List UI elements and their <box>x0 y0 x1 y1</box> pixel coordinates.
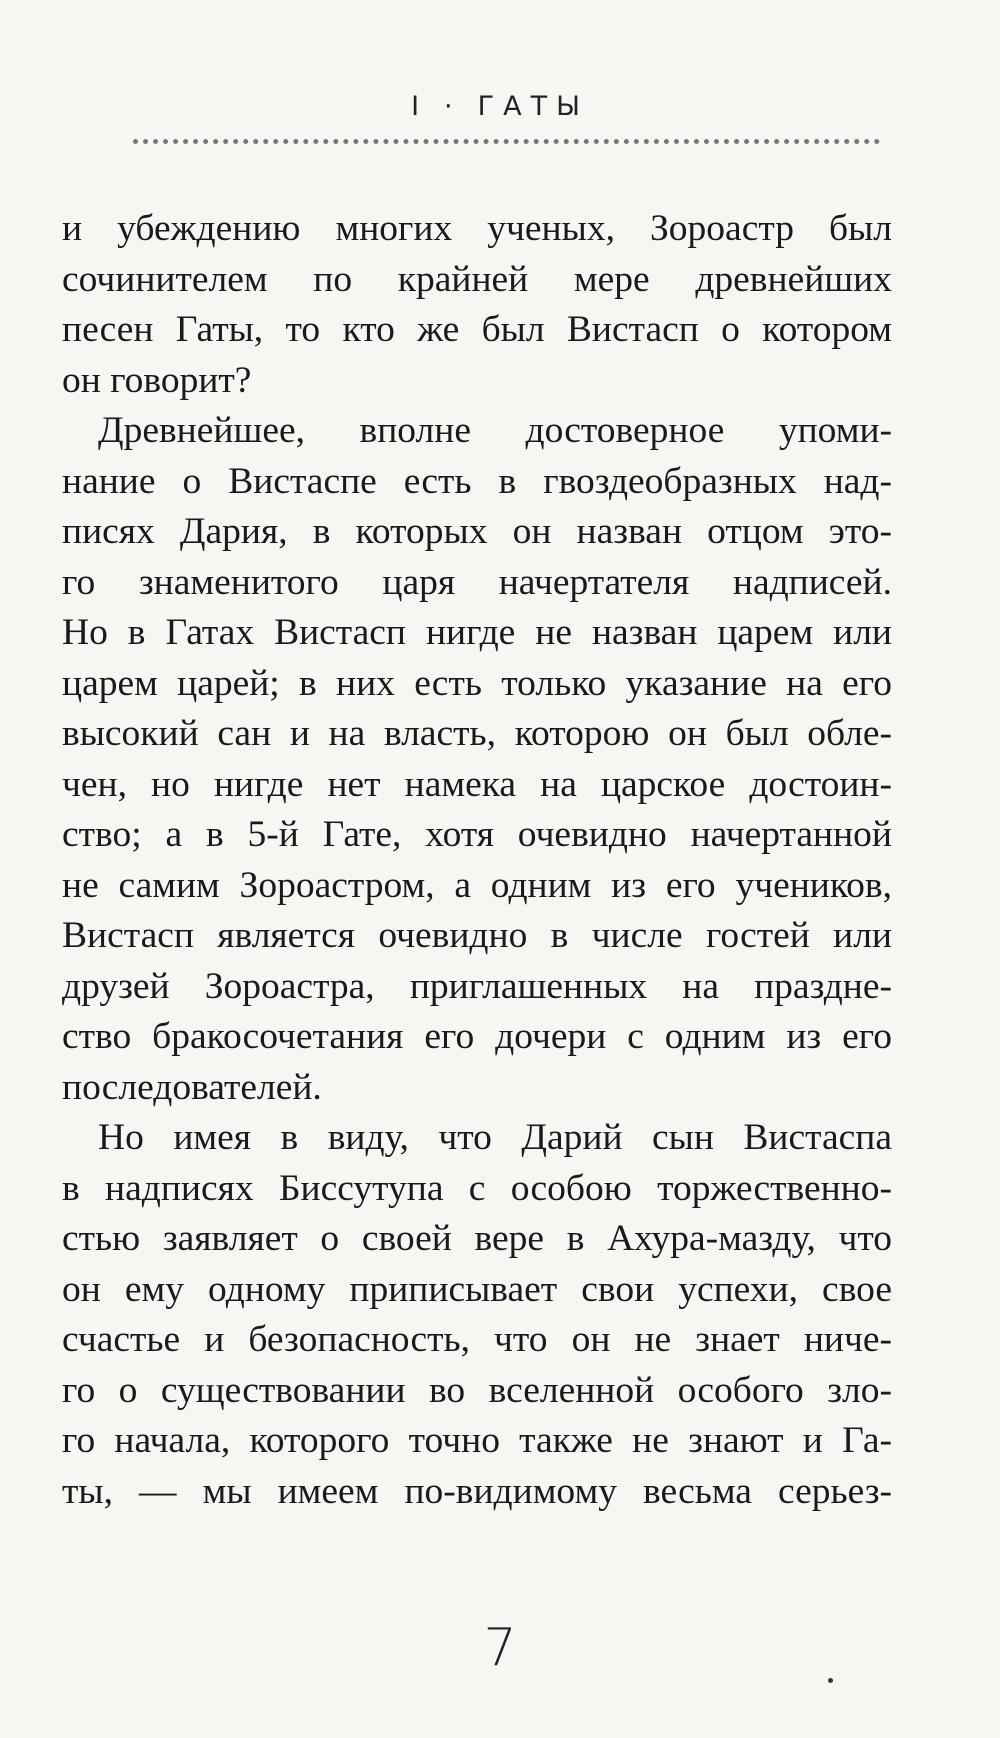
text-line: Но имея в виду, что Дарий сын Вистаспа <box>98 1117 892 1158</box>
text-line: он говорит? <box>62 359 252 401</box>
section-number: I <box>411 91 429 122</box>
text-line: и убеждению многих ученых, Зороастр был <box>62 208 892 249</box>
text-line: Древнейшее, вполне достоверное упоми- <box>98 410 892 451</box>
dotted-rule <box>133 139 880 144</box>
text-line: он ему одному приписывает свои успехи, свое <box>62 1268 892 1310</box>
text-line: царем царей; в них есть только указание на его <box>62 662 892 704</box>
body-text <box>62 204 892 1517</box>
text-line: друзей Зороастра, приглашенных на праздне- <box>62 965 892 1007</box>
text-line: го знаменитого царя начертателя надписей. <box>62 561 892 603</box>
text-line: нание о Вистаспе есть в гвоздеобразных над- <box>62 460 892 502</box>
text-line: го начала, которого точно также не знают и Га- <box>62 1420 892 1461</box>
text-line: высокий сан и на власть, которою он был обле- <box>62 713 892 754</box>
print-speck <box>828 1678 833 1683</box>
text-line: песен Гаты, то кто же был Вистасп о котором <box>62 309 892 350</box>
header-separator: · <box>444 91 462 122</box>
text-line: ство; а в 5-й Гате, хотя очевидно начертанной <box>62 814 892 855</box>
paragraph-1 <box>62 204 892 406</box>
text-line: Но в Гатах Вистасп нигде не назван царем или <box>62 612 892 653</box>
text-line: чен, но нигде нет намека на царское достоин- <box>62 763 892 805</box>
paragraph-3 <box>62 1113 892 1517</box>
text-line: в надписях Биссутупа с особою торжественно- <box>62 1167 892 1209</box>
text-line: стью заявляет о своей вере в Ахура-мазду, что <box>62 1218 892 1259</box>
text-line: Вистасп является очевидно в числе гостей или <box>62 915 892 956</box>
text-line: ты, — мы имеем по-видимому весьма серьез- <box>62 1470 892 1512</box>
text-line: писях Дария, в которых он назван отцом это- <box>62 511 892 552</box>
text-line: ство бракосочетания его дочери с одним из его <box>62 1016 892 1057</box>
section-title: ГАТЫ <box>477 91 589 122</box>
page-number: 7 <box>483 1618 517 1678</box>
text-line: го о существовании во вселенной особого зло- <box>62 1369 892 1411</box>
running-head <box>0 92 1000 122</box>
text-line: сочинителем по крайней мере древнейших <box>62 258 892 300</box>
text-line: счастье и безопасность, что он не знает ниче- <box>62 1319 892 1360</box>
text-line: последователей. <box>62 1066 322 1108</box>
paragraph-2 <box>62 406 892 1113</box>
text-line: не самим Зороастром, а одним из его учеников, <box>62 864 892 906</box>
